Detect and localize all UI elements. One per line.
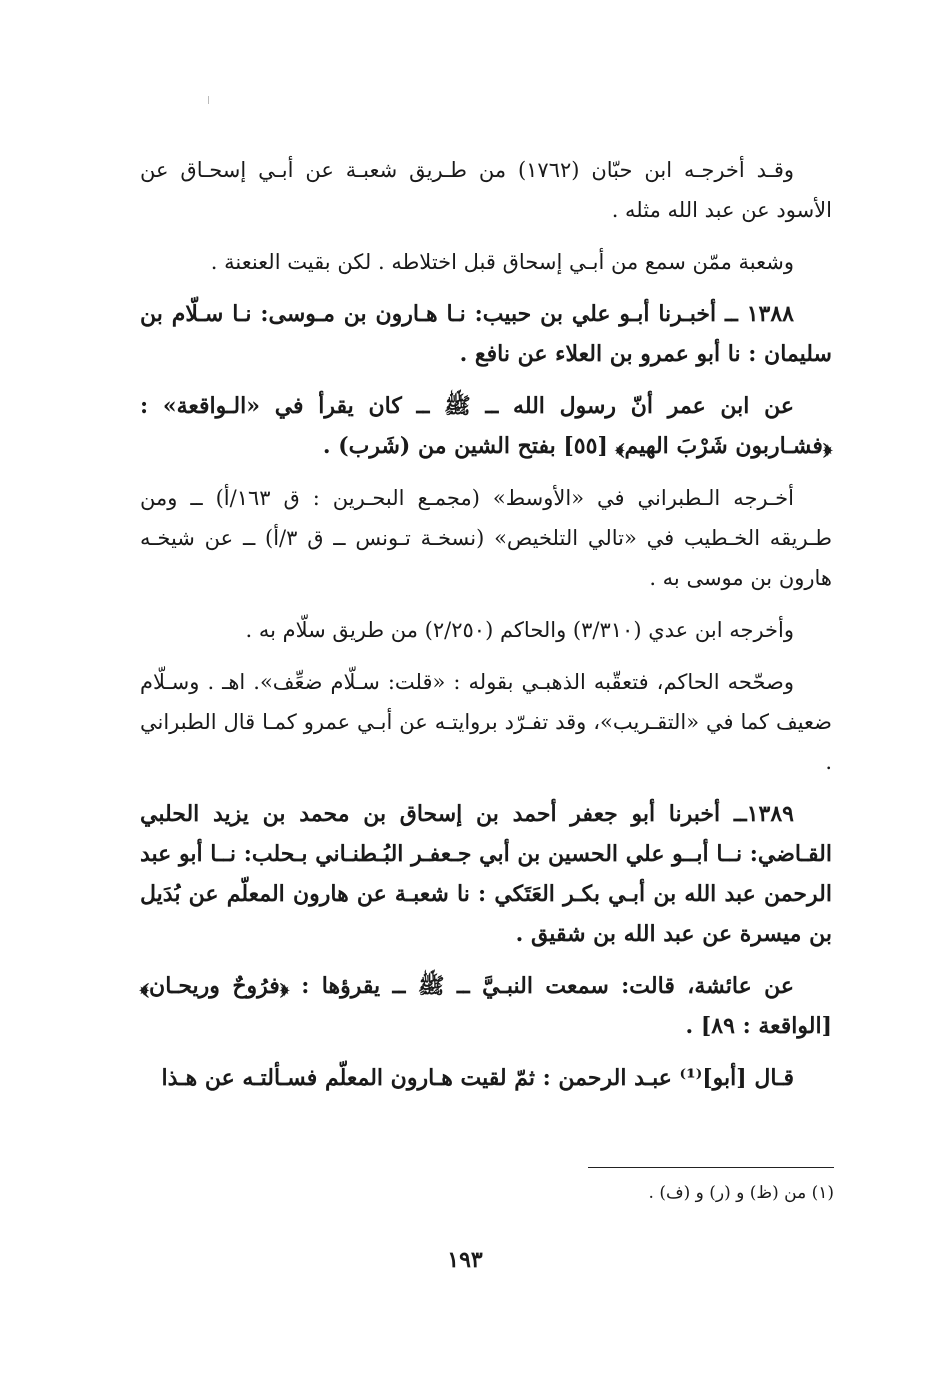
- paragraph-1: وقـد أخرجـه ابن حبّان (١٧٦٢) من طـريق شعبـة عن أبـي إسحـاق عن الأسود عن عبد الله مثله .: [140, 158, 832, 222]
- hadith-1389-matn: عن عائشة، قالت: سمعت النبـيَّ ــ ﷺ ــ يقرؤها : ﴿فرُوحٌ وريحـان﴾ [الواقعة : ٨٩] .: [140, 973, 832, 1039]
- main-text: [140, 150, 832, 1098]
- takhrij-1: أخـرجه الـطبراني في «الأوسط» (مجمـع البحـرين : ق ١٦٣/أ) ــ ومن طـريقه الخـطيب في «تالي التلخيص» (نسخـة تـونس ــ ق ٣/أ) ــ عن شيخـه هارون بن موسى به .: [140, 486, 832, 590]
- hadith-1388-isnad: ١٣٨٨ ــ أخبـرنا أبـو علي بن حبيب: نـا هـارون بن مـوسى: نـا سـلّام بن سليمان : نا أبو عمرو بن العلاء عن نافع .: [140, 301, 832, 367]
- hadith-1389-comment: قـال [أبو]⁽¹⁾ عبـد الرحمن : ثمّ لقيت هـارون المعلّم فسـألتـه عن هـذا: [161, 1065, 794, 1091]
- hadith-1388-matn: عن ابن عمر أنّ رسول الله ــ ﷺ ــ كان يقرأ في «الـواقعة» : ﴿فشـاربون شَرْبَ الهيم﴾ [٥٥] بفتح الشين من (شَرب) .: [140, 393, 832, 459]
- takhrij-2: وأخرجه ابن عدي (٣/٣١٠) والحاكم (٢/٢٥٠) من طريق سلّام به .: [245, 618, 794, 642]
- page-number: ١٩٣: [447, 1247, 483, 1273]
- scan-mark: [208, 96, 209, 104]
- paragraph-2: وشعبة ممّن سمع من أبـي إسحاق قبل اختلاطه . لكن بقيت العنعنة .: [210, 250, 794, 274]
- footnote-divider: [588, 1167, 834, 1168]
- takhrij-3: وصحّحه الحاكم، فتعقّبه الذهبـي بقوله : «قلت: سـلّام ضعِّف». اهـ . وسـلّام ضعيف كما في «التقـريب»، وقد تفـرّد بروايتـه عن أبـي عمرو كمـا قال الطبراني .: [140, 670, 832, 774]
- footnote: (١) من (ظ) و (ر) و (ف) .: [648, 1183, 834, 1203]
- hadith-1389-isnad: ١٣٨٩ــ أخبرنا أبو جعفر أحمد بن إسحاق بن محمد بن يزيد الحلبي القـاضي: نــا أبــو علي الحسين بن أبي جـعفـر البُـطنـاني بـحلب: نــا أبو عبد الرحمن عبد الله بن أبـي بكـر العَتَكي : نا شعبـة عن هارون المعلّم عن بُدَيل بن ميسرة عن عبد الله بن شقيق .: [140, 801, 832, 947]
